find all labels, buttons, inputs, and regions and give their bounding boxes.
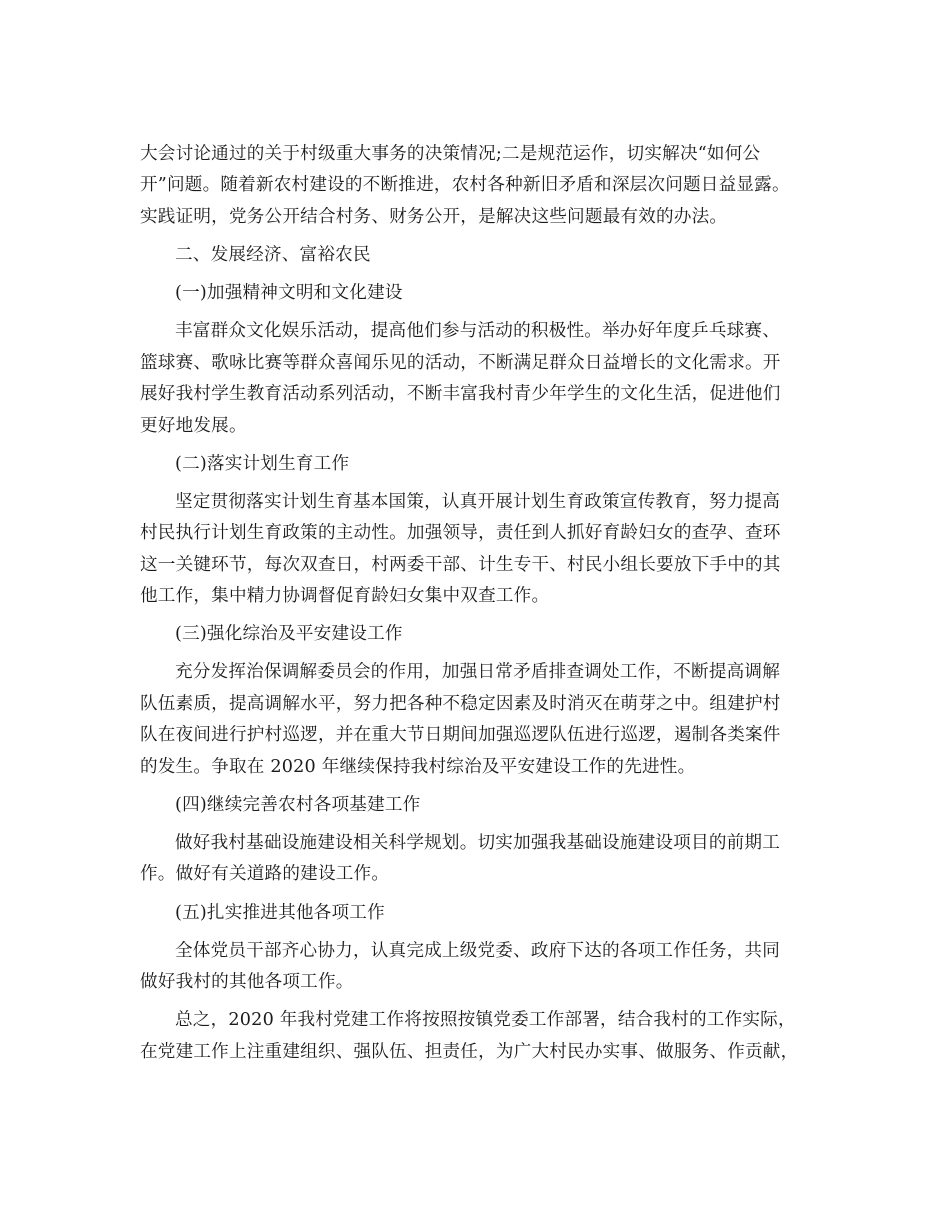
heading-text: (五)扎实推进其他各项工作 bbox=[175, 902, 385, 923]
text-line: 在党建工作上注重建组织、强队伍、担责任，为广大村民办实事、做服务、作贡献， bbox=[140, 1041, 799, 1062]
section-heading bbox=[140, 449, 830, 480]
heading-text: (二)落实计划生育工作 bbox=[175, 453, 350, 474]
text-line: 全体党员干部齐心协力，认真完成上级党委、政府下达的各项工作任务，共同 bbox=[175, 940, 780, 961]
text-line: 做好我村基础设施建设相关科学规划。切实加强我基础设施建设项目的前期工 bbox=[175, 832, 780, 853]
text-line: 他工作，集中精力协调督促育龄妇女集中双查工作。 bbox=[140, 586, 550, 607]
paragraph bbox=[140, 316, 830, 442]
text-line: 丰富群众文化娱乐活动，提高他们参与活动的积极性。举办好年度乒乓球赛、 bbox=[175, 321, 780, 342]
text-line: 这一关键环节，每次双查日，村两委干部、计生专干、村民小组长要放下手中的其 bbox=[140, 554, 781, 575]
heading-text: (三)强化综治及平安建设工作 bbox=[175, 624, 403, 645]
text-line: 充分发挥治保调解委员会的作用，加强日常矛盾排查调处工作，不断提高调解 bbox=[175, 662, 780, 683]
text-line: 队在夜间进行护村巡逻，并在重大节日期间加强巡逻队伍进行巡逻，遏制各类案件 bbox=[140, 725, 781, 746]
text-line: 开”问题。随着新农村建设的不断推进，农村各种新旧矛盾和深层次问题日益显露。 bbox=[140, 175, 790, 196]
text-line: 大会讨论通过的关于村级重大事务的决策情况;二是规范运作，切实解决“如何公 bbox=[140, 144, 761, 164]
document-body bbox=[140, 139, 830, 1075]
text-line: 做好我村的其他各项工作。 bbox=[140, 972, 354, 993]
text-line: 的发生。争取在 2020 年继续保持我村综治及平安建设工作的先进性。 bbox=[140, 756, 696, 777]
heading-text: 二、发展经济、富裕农民 bbox=[175, 244, 371, 265]
section-heading bbox=[140, 898, 830, 929]
paragraph bbox=[140, 1005, 830, 1068]
text-line: 作。做好有关道路的建设工作。 bbox=[140, 864, 390, 885]
heading-text: (一)加强精神文明和文化建设 bbox=[175, 283, 403, 304]
section-heading bbox=[140, 790, 830, 821]
text-line: 总之，2020 年我村党建工作将按照按镇党委工作部署，结合我村的工作实际， bbox=[175, 1010, 796, 1031]
paragraph bbox=[140, 936, 830, 999]
text-line: 更好地发展。 bbox=[140, 415, 247, 436]
text-line: 坚定贯彻落实计划生育基本国策，认真开展计划生育政策宣传教育，努力提高 bbox=[175, 491, 780, 512]
section-heading bbox=[140, 278, 830, 309]
section-heading bbox=[140, 619, 830, 650]
section-heading bbox=[140, 240, 830, 271]
text-line: 实践证明，党务公开结合村务、财务公开，是解决这些问题最有效的办法。 bbox=[140, 206, 728, 227]
paragraph bbox=[140, 487, 830, 613]
text-line: 队伍素质，提高调解水平，努力把各种不稳定因素及时消灭在萌芽之中。组建护村 bbox=[140, 693, 781, 714]
heading-text: (四)继续完善农村各项基建工作 bbox=[175, 794, 421, 815]
paragraph bbox=[140, 139, 830, 233]
paragraph bbox=[140, 657, 830, 783]
text-line: 展好我村学生教育活动系列活动，不断丰富我村青少年学生的文化生活，促进他们 bbox=[140, 384, 781, 405]
text-line: 村民执行计划生育政策的主动性。加强领导，责任到人抓好育龄妇女的查孕、查环 bbox=[140, 523, 781, 544]
paragraph bbox=[140, 828, 830, 891]
text-line: 篮球赛、歌咏比赛等群众喜闻乐见的活动，不断满足群众日益增长的文化需求。开 bbox=[140, 352, 781, 373]
